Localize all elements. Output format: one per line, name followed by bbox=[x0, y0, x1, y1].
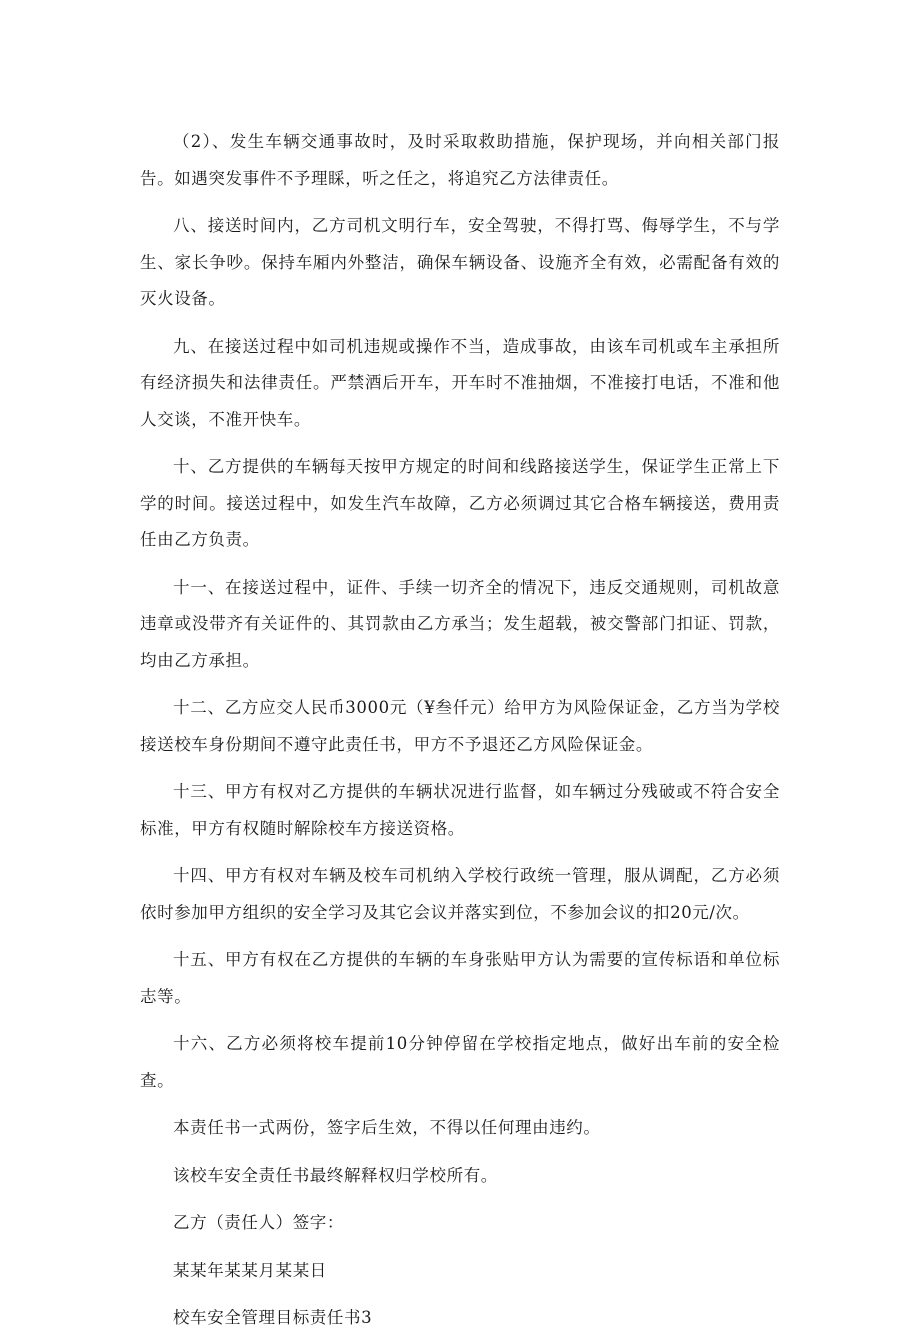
paragraph-clause-16: 十六、乙方必须将校车提前10分钟停留在学校指定地点，做好出车前的安全检查。 bbox=[140, 1034, 780, 1090]
paragraph-interpretation: 该校车安全责任书最终解释权归学校所有。 bbox=[173, 1165, 498, 1185]
paragraph-clause-10: 十、乙方提供的车辆每天按甲方规定的时间和线路接送学生，保证学生正常上下学的时间。接送过程中，如发生汽车故障，乙方必须调过其它合格车辆接送，费用责任由乙方负责。 bbox=[140, 457, 780, 549]
paragraph-clause-11: 十一、在接送过程中，证件、手续一切齐全的情况下，违反交通规则，司机故意违章或没带齐有关证件的、其罚款由乙方承当；发生超载，被交警部门扣证、罚款，均由乙方承担。 bbox=[140, 577, 780, 670]
paragraph-clause-13: 十三、甲方有权对乙方提供的车辆状况进行监督，如车辆过分残破或不符合安全标准，甲方有权随时解除校车方接送资格。 bbox=[140, 782, 780, 838]
paragraph-clause-9: 九、在接送过程中如司机违规或操作不当，造成事故，由该车司机或车主承担所有经济损失和法律责任。严禁酒后开车，开车时不准抽烟，不准接打电话，不准和他人交谈，不准开快车。 bbox=[140, 336, 780, 429]
paragraph-clause-14: 十四、甲方有权对车辆及校车司机纳入学校行政统一管理，服从调配，乙方必须依时参加甲方组织的安全学习及其它会议并落实到位，不参加会议的扣20元/次。 bbox=[140, 866, 780, 922]
document-body bbox=[140, 124, 780, 1337]
paragraph-clause-12: 十二、乙方应交人民币3000元（¥叁仟元）给甲方为风险保证金，乙方当为学校接送校车身份期间不遵守此责任书，甲方不予退还乙方风险保证金。 bbox=[140, 698, 780, 754]
paragraph-validity: 本责任书一式两份，签字后生效，不得以任何理由违约。 bbox=[173, 1118, 601, 1137]
signature-line: 乙方（责任人）签字： bbox=[173, 1213, 344, 1232]
paragraph-accident-handling: （2）、发生车辆交通事故时，及时采取救助措施，保护现场，并向相关部门报告。如遇突发事件不予理睬，听之任之，将追究乙方法律责任。 bbox=[140, 132, 780, 188]
paragraph-clause-8: 八、接送时间内，乙方司机文明行车，安全驾驶，不得打骂、侮辱学生，不与学生、家长争吵。保持车厢内外整洁，确保车辆设备、设施齐全有效，必需配备有效的灭火设备。 bbox=[140, 216, 780, 308]
next-section-title: 校车安全管理目标责任书3 bbox=[173, 1308, 373, 1327]
paragraph-clause-15: 十五、甲方有权在乙方提供的车辆的车身张贴甲方认为需要的宣传标语和单位标志等。 bbox=[140, 950, 780, 1006]
date-line: 某某年某某月某某日 bbox=[173, 1260, 327, 1280]
